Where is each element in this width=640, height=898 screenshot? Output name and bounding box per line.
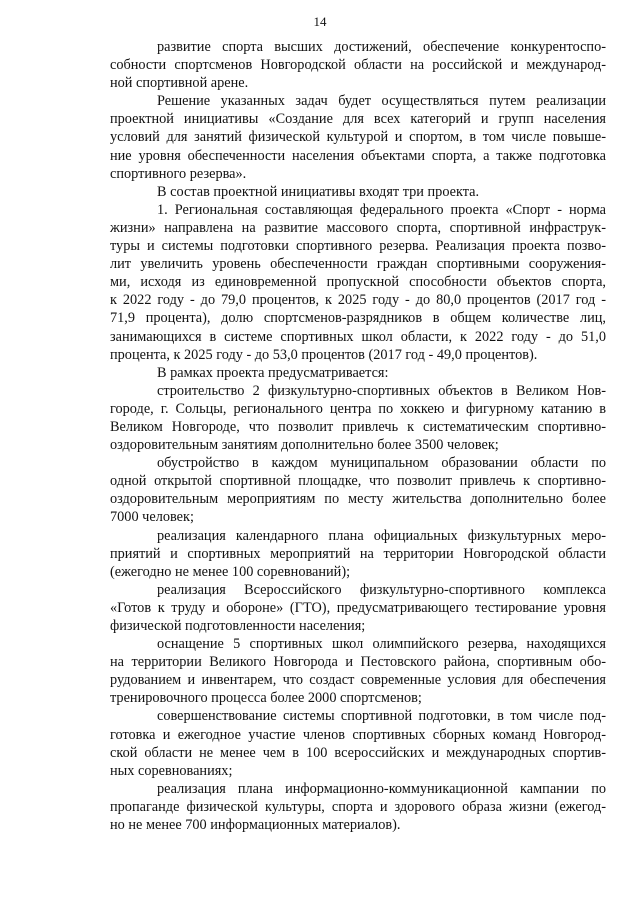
text-line: лит увеличить уровень обеспеченности граждан спортивными сооружения- — [110, 256, 606, 273]
text-line: обустройство в каждом муниципальном образовании области по — [157, 455, 606, 472]
text-line: физической подготовленности населения; — [110, 618, 366, 634]
text-line: Великом Новгороде, что позволит привлечь к систематическим спортивно- — [110, 418, 606, 435]
page-number: 14 — [313, 14, 327, 29]
text-line: 7000 человек; — [110, 509, 194, 526]
text-line: оснащение 5 спортивных школ олимпийского резерва, находящихся — [157, 636, 606, 653]
text-line: жизни» направлена на развитие массового спорта, спортивной инфраструк- — [110, 219, 606, 236]
text-line: ской области не менее чем в 100 всероссийских и международных спортив- — [110, 744, 606, 761]
text-line: спортивного резерва». — [110, 165, 247, 182]
text-line: совершенствование системы спортивной подготовки, в том числе под- — [157, 708, 606, 725]
text-line: 71,9 процента), долю спортсменов-разрядников в общем количестве лиц, — [110, 310, 606, 327]
text-line: В состав проектной инициативы входят три проекта. — [157, 183, 480, 200]
document-body — [110, 38, 606, 834]
text-line: В рамках проекта предусматривается: — [157, 364, 389, 381]
text-line: рудованием и инвентарем, что создаст современные условия для обеспечения — [110, 672, 606, 689]
text-line: условий для занятий физической культурой и спортом, в том числе повыше- — [110, 129, 606, 146]
text-line: развитие спорта высших достижений, обеспечение конкурентоспо- — [157, 39, 606, 55]
text-line: ной спортивной арене. — [110, 75, 249, 92]
text-line: собности спортсменов Новгородской области на российской и международ- — [110, 57, 606, 74]
text-line: проектной инициативы «Создание для всех категорий и групп населения — [110, 111, 606, 128]
text-line: реализация Всероссийского физкультурно-спортивного комплекса — [157, 581, 606, 598]
text-line: оздоровительным мероприятиям по месту жительства дополнительно более — [110, 491, 606, 508]
text-line: на территории Великого Новгорода и Пестовского района, спортивным обо- — [110, 654, 606, 671]
text-line: Решение указанных задач будет осуществляться путем реализации — [157, 93, 606, 110]
text-line: реализация календарного плана официальных физкультурных меро- — [157, 527, 606, 544]
text-line: туры и системы подготовки спортивного резерва. Реализация проекта позво- — [110, 238, 606, 255]
text-line: городе, г. Сольцы, регионального центра по хоккею и фигурному катанию в — [110, 400, 606, 417]
text-line: реализация плана информационно-коммуникационной кампании по — [157, 780, 606, 797]
text-line: процента, к 2025 году - до 53,0 процентов (2017 год - 49,0 процентов). — [110, 346, 538, 363]
text-line: ных соревнованиях; — [110, 762, 233, 779]
text-line: готовка и ежегодное участие членов спортивных сборных команд Новгород- — [110, 726, 606, 743]
text-line: (ежегодно не менее 100 соревнований); — [110, 563, 351, 580]
text-line: строительство 2 физкультурно-спортивных объектов в Великом Нов- — [157, 382, 606, 399]
text-line: занимающихся в системе спортивных школ области, к 2022 году - до 51,0 — [110, 328, 606, 345]
text-line: «Готов к труду и обороне» (ГТО), предусматривающего тестирование уровня — [110, 599, 606, 616]
text-line: тренировочного процесса более 2000 спортсменов; — [110, 690, 422, 707]
text-line: но не менее 700 информационных материалов). — [110, 817, 401, 834]
text-line: ние уровня обеспеченности населения объектами спорта, а также подготовка — [110, 147, 606, 164]
text-line: ми, исходя из единовременной пропускной способности объектов спорта, — [110, 274, 606, 291]
text-line: 1. Региональная составляющая федерального проекта «Спорт - норма — [157, 201, 606, 218]
text-line: приятий и спортивных мероприятий на территории Новгородской области — [110, 545, 606, 562]
text-line: одной открытой спортивной площадке, что позволит привлечь к спортивно- — [110, 473, 606, 490]
text-line: к 2022 году - до 79,0 процентов, к 2025 году - до 80,0 процентов (2017 год - — [110, 292, 606, 309]
text-line: пропаганде физической культуры, спорта и здорового образа жизни (ежегод- — [110, 798, 606, 815]
text-line: оздоровительным занятиям дополнительно более 3500 человек; — [110, 437, 499, 454]
